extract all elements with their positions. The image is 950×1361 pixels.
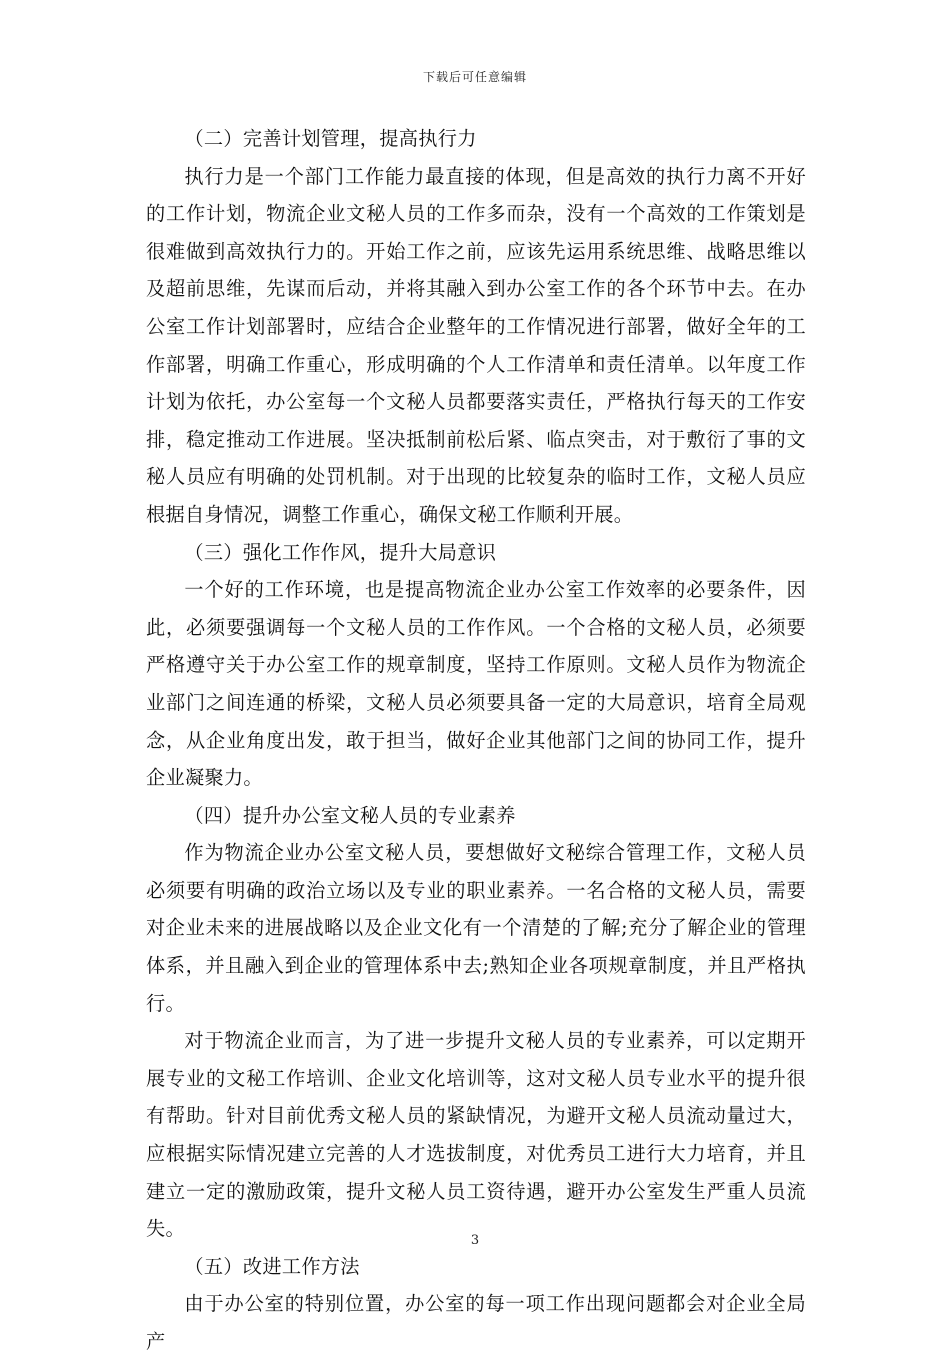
paragraph-work-style: 一个好的工作环境，也是提高物流企业办公室工作效率的必要条件，因此，必须要强调每一个文秘人员的工作作风。一个合格的文秘人员，必须要严格遵守关于办公室工作的规章制度，坚持工作原则。文秘人员作为物流企业部门之间连通的桥梁，文秘人员必须要具备一定的大局意识，培育全局观念，从企业角度出发，敢于担当，做好企业其他部门之间的协同工作，提升企业凝聚力。 xyxy=(146,578,806,790)
document-header-note: 下载后可任意编辑 xyxy=(422,70,527,84)
section-heading-2: （二）完善计划管理，提高执行力 xyxy=(184,127,477,150)
section-heading-3: （三）强化工作作风，提升大局意识 xyxy=(184,540,497,564)
paragraph-professional-quality: 作为物流企业办公室文秘人员，要想做好文秘综合管理工作，文秘人员必须要有明确的政治立场以及专业的职业素养。一名合格的文秘人员，需要对企业未来的进展战略以及企业文化有一个清楚的了解;充分了解企业的管理体系，并且融入到企业的管理体系中去;熟知企业各项规章制度，并且严格执行。 xyxy=(146,841,806,1015)
document-body xyxy=(146,120,806,1361)
paragraph-training: 对于物流企业而言，为了进一步提升文秘人员的专业素养，可以定期开展专业的文秘工作培训、企业文化培训等，这对文秘人员专业水平的提升很有帮助。针对目前优秀文秘人员的紧缺情况，为避开文秘人员流动量过大，应根据实际情况建立完善的人才选拔制度，对优秀员工进行大力培育，并且建立一定的激励政策，提升文秘人员工资待遇，避开办公室发生严重人员流失。 xyxy=(146,1029,806,1241)
section-heading-4: （四）提升办公室文秘人员的专业素养 xyxy=(184,803,516,827)
section-heading-5: （五）改进工作方法 xyxy=(184,1254,360,1278)
paragraph-work-method: 由于办公室的特别位置，办公室的每一项工作出现问题都会对企业全局产 xyxy=(146,1292,806,1353)
page-number: 3 xyxy=(470,1233,480,1248)
paragraph-execution: 执行力是一个部门工作能力最直接的体现，但是高效的执行力离不开好的工作计划，物流企业文秘人员的工作多而杂，没有一个高效的工作策划是很难做到高效执行力的。开始工作之前，应该先运用系统思维、战略思维以及超前思维，先谋而后动，并将其融入到办公室工作的各个环节中去。在办公室工作计划部署时，应结合企业整年的工作情况进行部署，做好全年的工作部署，明确工作重心，形成明确的个人工作清单和责任清单。以年度工作计划为依托，办公室每一个文秘人员都要落实责任，严格执行每天的工作安排，稳定推动工作进展。坚决抵制前松后紧、临点突击，对于敷衍了事的文秘人员应有明确的处罚机制。对于出现的比较复杂的临时工作，文秘人员应根据自身情况，调整工作重心，确保文秘工作顺利开展。 xyxy=(146,164,806,526)
